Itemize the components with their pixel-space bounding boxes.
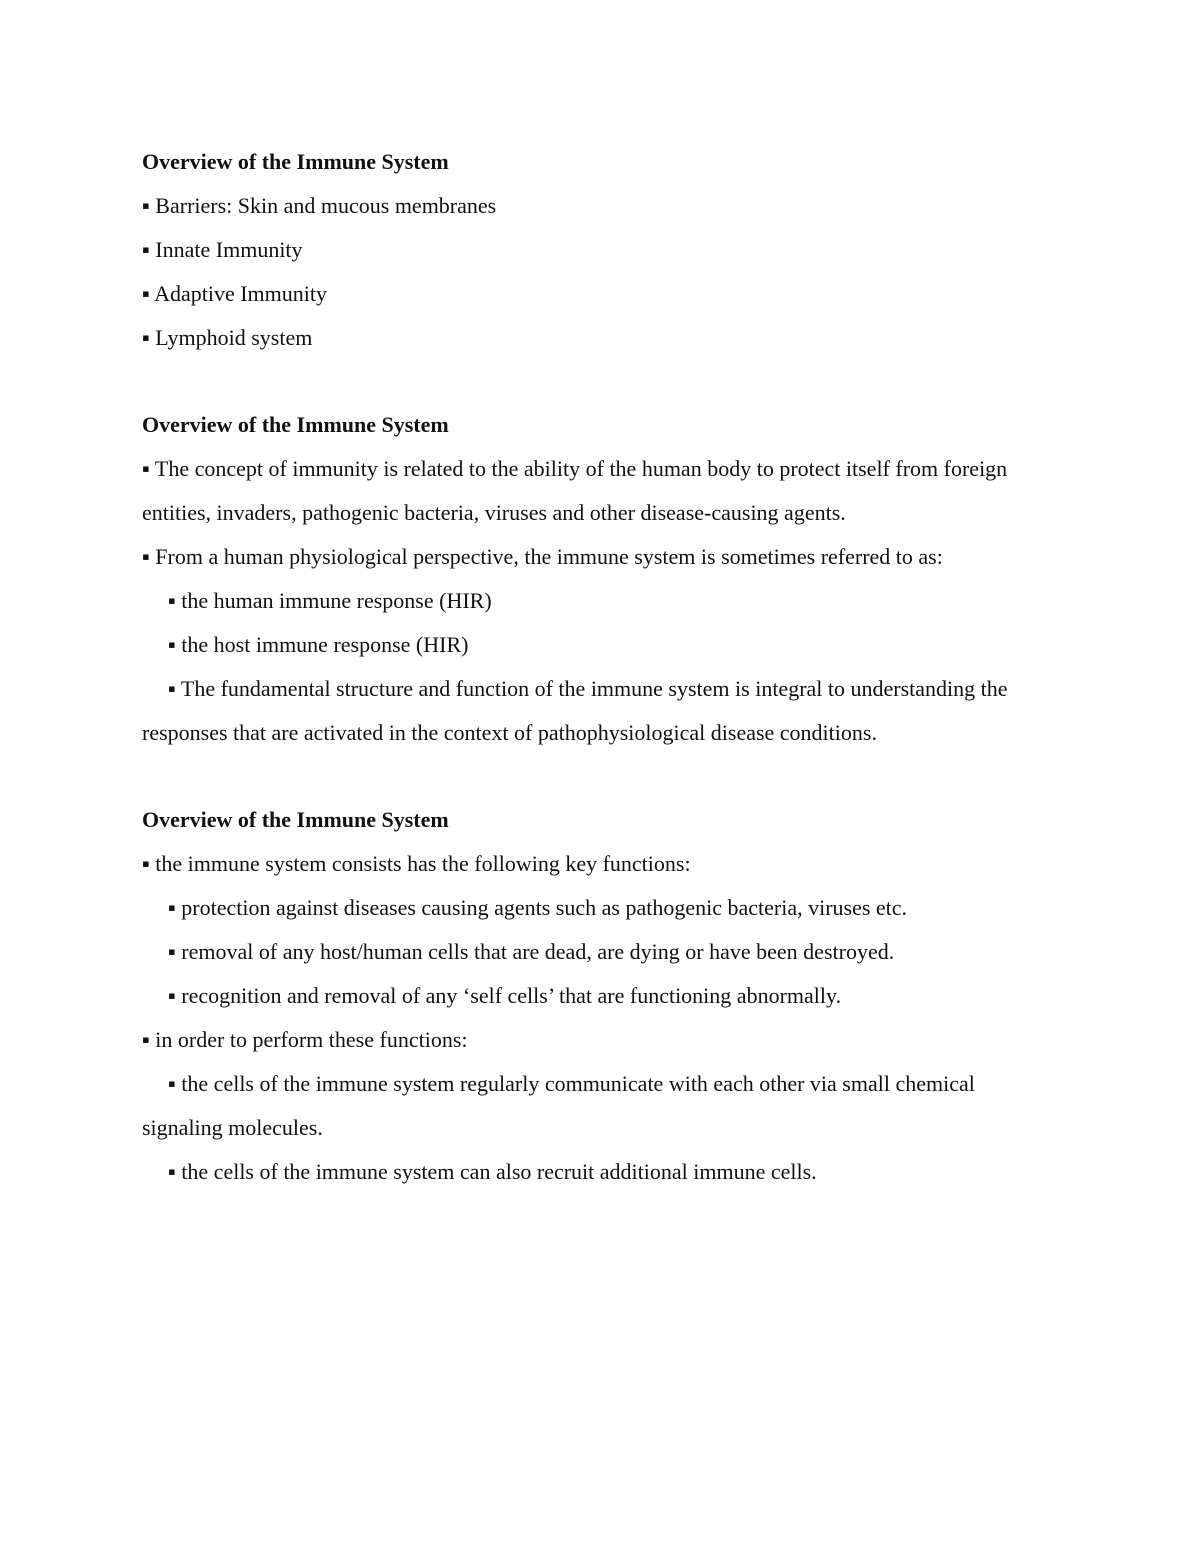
- bullet-item: ▪ Innate Immunity: [142, 237, 303, 262]
- sub-bullet-item: ▪ recognition and removal of any ‘self cells’ that are functioning abnormally.: [168, 983, 842, 1008]
- sub-bullet-paragraph: ▪ The fundamental structure and function of the immune system is integral to understanding the responses that are activated in the context of pathophysiological disease conditions.: [142, 676, 1008, 745]
- section-barriers: [142, 140, 1042, 360]
- document-body: [142, 140, 1042, 1194]
- section-heading: Overview of the Immune System: [142, 149, 449, 174]
- section-immunity-concept: [142, 403, 1042, 755]
- bullet-paragraph: ▪ The concept of immunity is related to the ability of the human body to protect itself from foreign entities, invaders, pathogenic bacteria, viruses and other disease-causing agents.: [142, 456, 1008, 525]
- sub-bullet-item: ▪ protection against diseases causing agents such as pathogenic bacteria, viruses etc.: [168, 895, 908, 920]
- section-heading: Overview of the Immune System: [142, 412, 449, 437]
- bullet-item: ▪ Lymphoid system: [142, 325, 313, 350]
- sub-bullet-item: ▪ the host immune response (HIR): [168, 632, 469, 657]
- sub-bullet-paragraph: ▪ the cells of the immune system regularly communicate with each other via small chemical signaling molecules.: [142, 1071, 975, 1140]
- sub-bullet-item: ▪ the human immune response (HIR): [168, 588, 492, 613]
- bullet-item: ▪ in order to perform these functions:: [142, 1027, 468, 1052]
- bullet-item: ▪ the immune system consists has the following key functions:: [142, 851, 691, 876]
- sub-bullet-item: ▪ removal of any host/human cells that are dead, are dying or have been destroyed.: [168, 939, 895, 964]
- bullet-item: ▪ Barriers: Skin and mucous membranes: [142, 193, 497, 218]
- bullet-paragraph: ▪ From a human physiological perspective, the immune system is sometimes referred to as:: [142, 544, 943, 569]
- sub-bullet-item: ▪ the cells of the immune system can also recruit additional immune cells.: [168, 1159, 817, 1184]
- section-heading: Overview of the Immune System: [142, 807, 449, 832]
- bullet-item: ▪ Adaptive Immunity: [142, 281, 328, 306]
- section-key-functions: [142, 798, 1042, 1194]
